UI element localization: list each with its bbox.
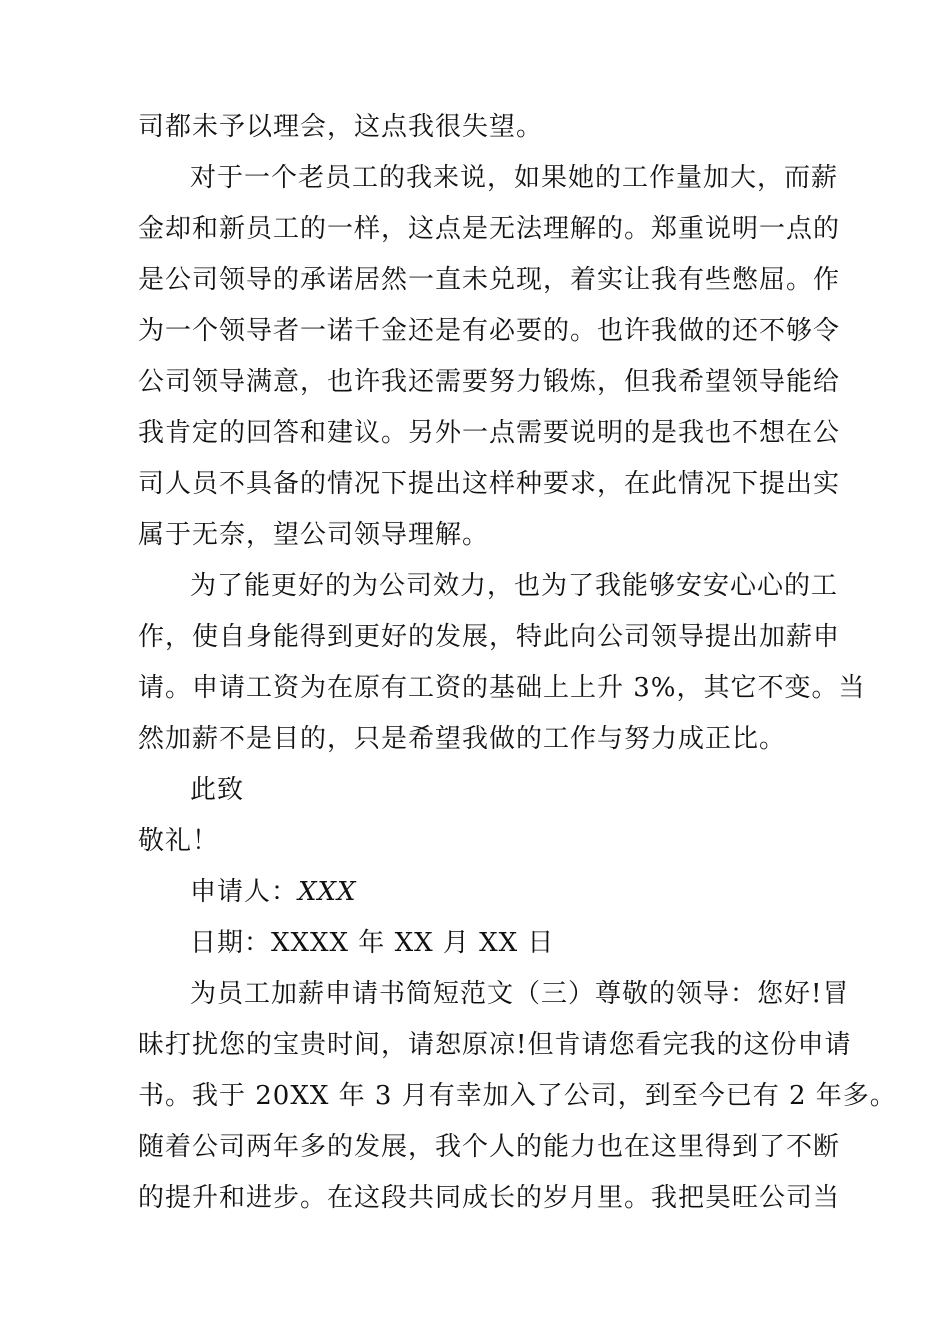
body-text-line: 然加薪不是目的，只是希望我做的工作与努力成正比。 [138,724,787,754]
body-text-line: 书。我于 20XX 年 3 月有幸加入了公司，到至今已有 2 年多。 [138,1081,897,1111]
body-text-line: 是公司领导的承诺居然一直未兑现，着实让我有些憋屈。作 [138,265,841,295]
body-text-line: 司人员不具备的情况下提出这样种要求，在此情况下提出实 [138,469,841,499]
applicant-label: 申请人： [190,877,299,907]
body-text-line: 司都未予以理会，这点我很失望。 [138,112,544,142]
body-text-line: 公司领导满意，也许我还需要努力锻炼，但我希望领导能给 [138,367,841,397]
date-line: 日期：XXXX 年 XX 月 XX 日 [190,928,555,958]
body-text-line: 作，使自身能得到更好的发展，特此向公司领导提出加薪申 [138,622,841,652]
body-text-line: 请。申请工资为在原有工资的基础上上升 3%，其它不变。当 [138,673,866,703]
applicant-line [190,867,890,917]
body-text-line: 我肯定的回答和建议。另外一点需要说明的是我也不想在公 [138,418,841,448]
paragraph-first-line: 为员工加薪申请书简短范文（三）尊敬的领导：您好!冒 [190,979,850,1009]
paragraph-first-line: 对于一个老员工的我来说，如果她的工作量加大，而薪 [190,163,839,193]
body-text-line: 的提升和进步。在这段共同成长的岁月里。我把昊旺公司当 [138,1183,841,1213]
body-text-line: 为一个领导者一诺千金还是有必要的。也许我做的还不够令 [138,316,841,346]
body-text-line: 昧打扰您的宝贵时间，请恕原凉!但肯请您看完我的这份申请 [138,1030,852,1060]
closing-salutation: 此致 [190,775,245,805]
closing-regards: 敬礼！ [138,826,220,856]
body-text-line: 属于无奈，望公司领导理解。 [138,520,490,550]
body-text-line: 金却和新员工的一样，这点是无法理解的。郑重说明一点的 [138,214,841,244]
body-text-line: 随着公司两年多的发展，我个人的能力也在这里得到了不断 [138,1132,841,1162]
paragraph-first-line: 为了能更好的为公司效力，也为了我能够安安心心的工 [190,571,839,601]
applicant-name: XXX [298,877,357,907]
